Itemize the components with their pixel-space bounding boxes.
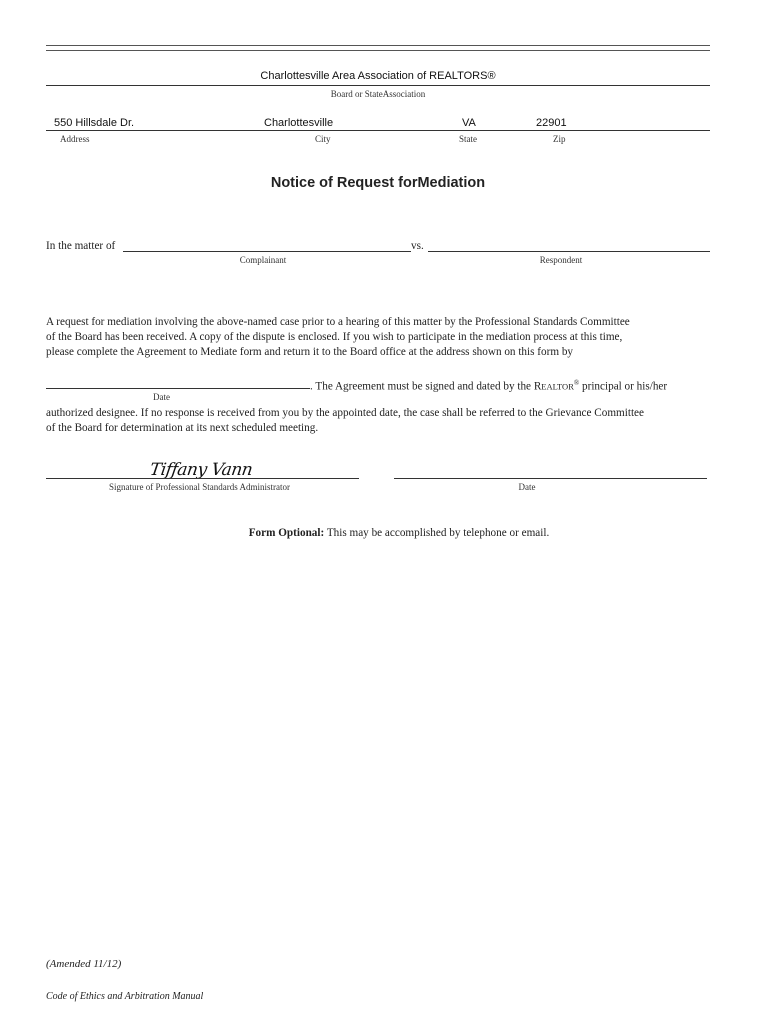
complainant-field[interactable] [123,237,411,252]
registered-mark: ® [573,379,580,387]
response-date-field[interactable] [46,374,310,389]
paragraph-line-5: authorized designee. If no response is received from you by the appointed date, the case shall be referred to the Grievance Committee [46,407,644,419]
address-city: Charlottesville [264,117,334,129]
signature-rule [46,478,359,479]
agreement-text: . The Agreement must be signed and dated by the [310,380,534,393]
respondent-field[interactable] [428,237,710,252]
realtor-r: R [533,380,542,393]
response-date-label: Date [153,392,170,402]
paragraph-line-1: A request for mediation involving the above-named case prior to a hearing of this matter by the Professional Standards Committee [46,316,630,328]
state-label: State [459,134,477,144]
address-street: 550 Hillsdale Dr. [54,117,135,129]
amended-note: (Amended 11/12) [46,958,122,970]
zip-label: Zip [553,134,566,144]
form-optional-note [46,526,752,541]
address-zip: 22901 [536,117,567,129]
respondent-label: Respondent [539,255,583,265]
page-title: Notice of Request forMediation [270,175,486,191]
paragraph-line-4 [310,376,667,395]
signature-label: Signature of Professional Standards Administrator [109,482,290,492]
top-rule-1 [46,45,710,46]
manual-title: Code of Ethics and Arbitration Manual [46,991,204,1002]
address-state: VA [462,117,476,129]
association-name: Charlottesville Area Association of REALTORS® [260,70,496,82]
paragraph-line-6: of the Board for determination at its next scheduled meeting. [46,422,319,434]
address-label: Address [60,134,90,144]
address-rule [46,130,710,131]
top-rule-2 [46,50,710,51]
paragraph-line-3: please complete the Agreement to Mediate form and return it to the Board office at the address shown on this form by [46,346,574,358]
realtor-rest: EALTOR [541,381,574,392]
form-optional-text: This may be accomplished by telephone or email. [324,527,550,539]
form-optional-label: Form Optional: [248,527,325,539]
association-rule [46,85,710,86]
administrator-signature: Tiffany Vann [148,460,254,480]
signature-date-label: Date [518,482,536,492]
association-caption: Board or StateAssociation [330,89,426,99]
complainant-label: Complainant [239,255,287,265]
signature-date-field[interactable] [394,464,707,479]
city-label: City [315,134,331,144]
matter-vs: vs. [411,240,424,252]
paragraph-line-2: of the Board has been received. A copy of the dispute is enclosed. If you wish to participate in the mediation process at this time, [46,331,623,343]
principal-text: principal or his/her [579,380,668,393]
matter-prefix: In the matter of [46,240,116,252]
